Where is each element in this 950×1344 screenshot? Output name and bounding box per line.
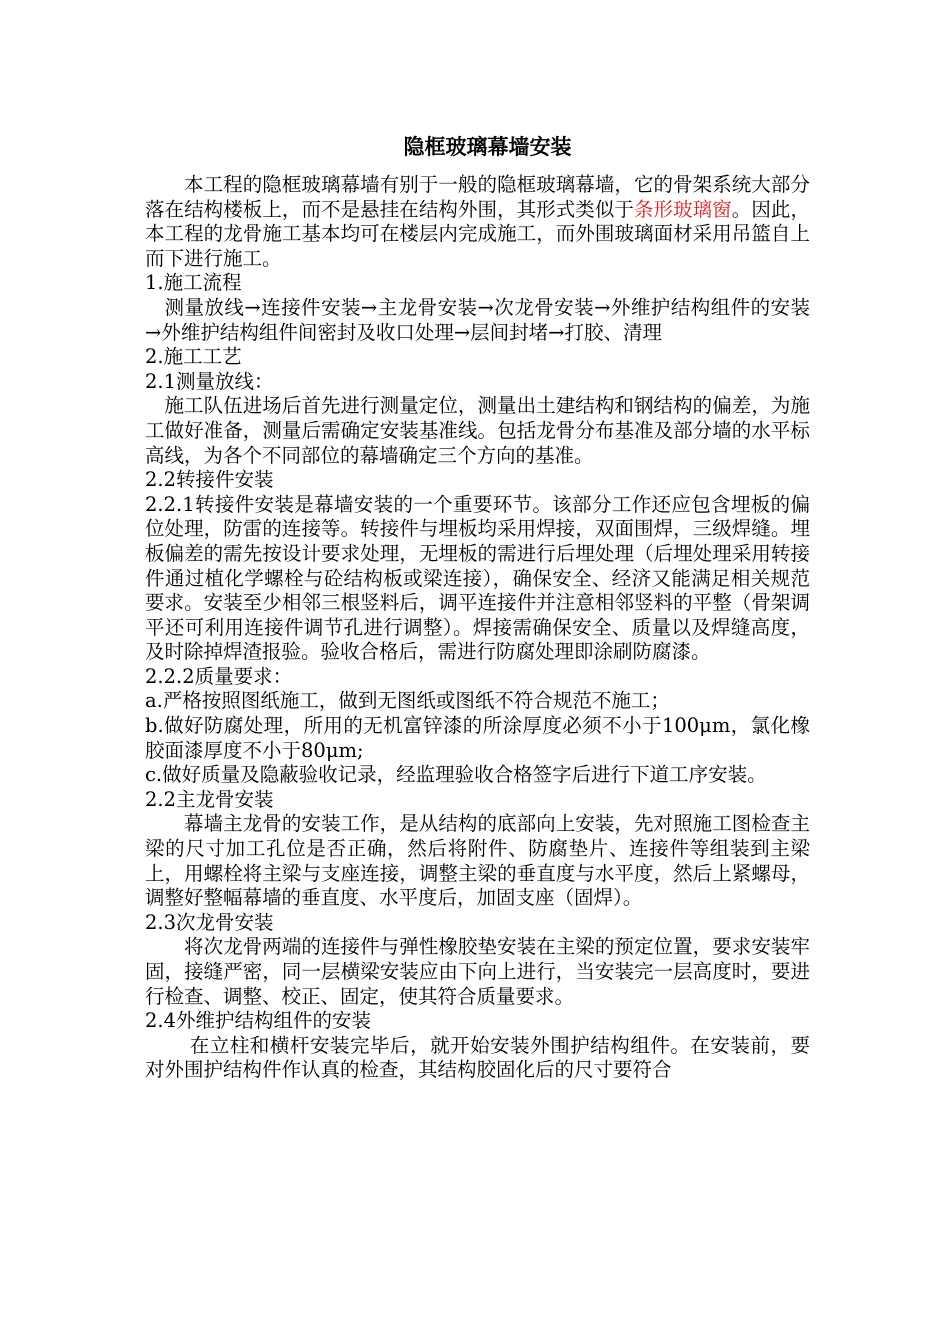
document-title: 隐框玻璃幕墙安装 xyxy=(403,134,572,159)
list-item: b.做好防腐处理，所用的无机富锌漆的所涂厚度必须不小于100μm，氯化橡胶面漆厚度不小于80μm; xyxy=(145,714,810,762)
section-1-body: 测量放线→连接件安装→主龙骨安装→次龙骨安装→外维护结构组件的安装→外维护结构组件间密封及收口处理→层间封堵→打胶、清理 xyxy=(145,295,810,344)
intro-text-before: 本工程的隐框玻璃幕墙有别于一般的隐框玻璃幕墙，它的骨架系统大部分落在结构楼板上，而不是悬挂在结构外围，其形式类似于 xyxy=(145,173,810,221)
section-2-2-body: 2.2.1转接件安装是幕墙安装的一个重要环节。该部分工作还应包含埋板的偏位处理，防雷的连接等。转接件与埋板均采用焊接，双面围焊，三级焊缝。埋板偏差的需先按设计要求处理，无埋板的需进行后埋处理（后埋处理采用转接件通过植化学螺栓与砼结构板或梁连接），确保安全、经济又能满足相关规范要求。安装至少相邻三根竖料后，调平连接件并注意相邻竖料的平整（骨架调平还可利用连接件调节孔进行调整）。焊接需确保安全、质量以及焊缝高度，及时除掉焊渣报验。验收合格后，需进行防腐处理即涂刷防腐漆。 xyxy=(145,492,810,664)
document-page xyxy=(145,130,810,1083)
intro-paragraph xyxy=(145,173,810,271)
quality-heading: 2.2.2质量要求： xyxy=(145,664,293,688)
section-2-3-body: 将次龙骨两端的连接件与弹性橡胶垫安装在主梁的预定位置，要求安装牢固，接缝严密，同一层横梁安装应由下向上进行，当安装完一层高度时，要进行检查、调整、校正、固定，使其符合质量要求。 xyxy=(145,935,810,1008)
main-keel-body: 幕墙主龙骨的安装工作，是从结构的底部向上安装，先对照施工图检查主梁的尺寸加工孔位是否正确，然后将附件、防腐垫片、连接件等组装到主梁上，用螺栓将主梁与支座连接，调整主梁的垂直度与水平度，然后上紧螺母，调整好整幅幕墙的垂直度、水平度后，加固支座（固焊）。 xyxy=(145,812,810,910)
intro-highlight: 条形玻璃窗 xyxy=(633,197,732,221)
intro-text-after: 。因此，本工程的龙骨施工基本均可在楼层内完成施工，而外围玻璃面材采用吊篮自上而下进行施工。 xyxy=(145,197,810,270)
section-2-heading: 2.施工工艺 xyxy=(145,345,242,369)
list-item: c.做好质量及隐蔽验收记录，经监理验收合格签字后进行下道工序安装。 xyxy=(145,763,767,787)
section-2-4-heading: 2.4外维护结构组件的安装 xyxy=(145,1009,372,1033)
section-2-3-heading: 2.3次龙骨安装 xyxy=(145,910,274,934)
section-2-2-heading: 2.2转接件安装 xyxy=(145,468,274,492)
section-2-1-body: 施工队伍进场后首先进行测量定位，测量出土建结构和钢结构的偏差，为施工做好准备，测量后需确定安装基准线。包括龙骨分布基准及部分墙的水平标高线，为各个不同部位的幕墙确定三个方向的基准。 xyxy=(145,394,810,467)
section-2-1-heading: 2.1测量放线： xyxy=(145,369,274,393)
section-2-4-body: 在立柱和横杆安装完毕后，就开始安装外围护结构组件。在安装前，要对外围护结构件作认真的检查，其结构胶固化后的尺寸要符合 xyxy=(145,1033,810,1082)
list-item: a.严格按照图纸施工，做到无图纸或图纸不符合规范不施工； xyxy=(145,689,670,713)
main-keel-heading: 2.2主龙骨安装 xyxy=(145,787,274,811)
section-1-heading: 1.施工流程 xyxy=(145,271,242,295)
